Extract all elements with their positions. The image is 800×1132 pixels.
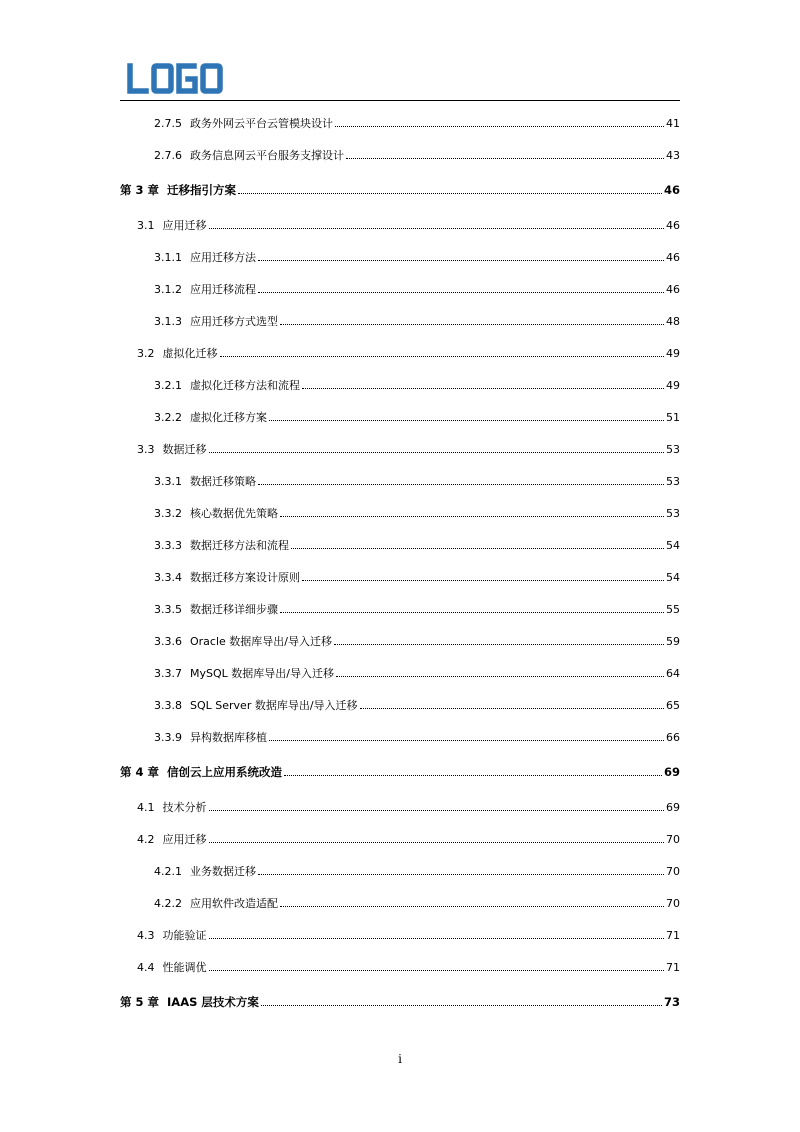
toc-entry[interactable] [120,951,680,983]
toc-entry[interactable] [120,657,680,689]
toc-entry-number: 3.3.1 [154,475,182,488]
toc-entry-number: 3.2.1 [154,379,182,392]
toc-page-number: 71 [666,928,680,942]
toc-entry[interactable] [120,369,680,401]
toc-dot-leader [209,228,665,229]
toc-entry-number: 4.2 [137,833,155,846]
toc-entry-title: 信创云上应用系统改造 [167,765,283,779]
page-number: i [398,1052,402,1066]
toc-page-number: 65 [666,698,680,712]
toc-entry[interactable] [120,721,680,753]
toc-dot-leader [269,420,664,421]
toc-entry-label [154,377,300,393]
toc-dot-leader [302,580,664,581]
toc-dot-leader [336,676,664,677]
toc-entry-label [137,959,207,975]
toc-entry[interactable] [120,465,680,497]
toc-page-number: 49 [666,378,680,392]
toc-page-number: 64 [666,666,680,680]
toc-page-number: 46 [663,183,680,197]
toc-entry-title: 应用迁移 [162,833,207,846]
toc-page-number: 69 [666,800,680,814]
toc-entry-title: Oracle 数据库导出/导入迁移 [190,635,332,648]
toc-entry-number: 第 5 章 [120,995,160,1009]
toc-chapter-entry[interactable] [120,983,680,1021]
toc-dot-leader [284,775,662,776]
toc-entry-label [137,345,218,361]
toc-dot-leader [258,484,664,485]
logo [126,62,226,96]
toc-page-number: 53 [666,442,680,456]
toc-entry-label [154,697,358,713]
toc-entry[interactable] [120,529,680,561]
toc-entry[interactable] [120,401,680,433]
toc-entry[interactable] [120,107,680,139]
toc-entry-title: 核心数据优先策略 [190,507,278,520]
toc-entry-number: 3.1.1 [154,251,182,264]
toc-chapter-entry[interactable] [120,171,680,209]
toc-dot-leader [258,292,664,293]
toc-page-number: 70 [666,896,680,910]
toc-dot-leader [291,548,664,549]
logo-graphic [126,62,226,96]
toc-entry-label [154,569,300,585]
toc-entry-title: 应用迁移流程 [190,283,256,296]
toc-entry[interactable] [120,561,680,593]
toc-page-number: 43 [666,148,680,162]
toc-dot-leader [302,388,664,389]
toc-entry[interactable] [120,593,680,625]
toc-entry-label [154,895,278,911]
toc-entry-number: 3.3 [137,443,155,456]
toc-dot-leader [280,516,664,517]
toc-entry-number: 4.2.1 [154,865,182,878]
toc-entry-number: 2.7.5 [154,117,182,130]
toc-entry-number: 3.3.8 [154,699,182,712]
toc-dot-leader [261,1005,662,1006]
toc-page-number: 70 [666,864,680,878]
toc-dot-leader [269,740,664,741]
toc-page-number: 41 [666,116,680,130]
toc-entry-number: 3.1.3 [154,315,182,328]
toc-entry-label [154,409,267,425]
toc-page-number: 54 [666,538,680,552]
toc-entry-number: 3.2 [137,347,155,360]
toc-page-number: 73 [663,995,680,1009]
toc-entry-title: 应用迁移方法 [190,251,256,264]
toc-entry-label [154,505,278,521]
toc-dot-leader [209,970,665,971]
toc-page-number: 46 [666,218,680,232]
toc-dot-leader [209,842,665,843]
toc-page-number: 46 [666,282,680,296]
toc-dot-leader [280,324,664,325]
toc-entry-number: 3.3.6 [154,635,182,648]
toc-entry-label [137,927,207,943]
toc-dot-leader [280,906,664,907]
toc-entry-number: 3.3.4 [154,571,182,584]
toc-entry[interactable] [120,689,680,721]
toc-entry-number: 3.3.9 [154,731,182,744]
toc-dot-leader [238,193,662,194]
toc-entry-number: 3.2.2 [154,411,182,424]
toc-entry-label [154,633,332,649]
toc-entry-title: 虚拟化迁移 [162,347,218,360]
toc-entry-title: 应用迁移方式选型 [190,315,278,328]
toc-entry-number: 3.3.7 [154,667,182,680]
toc-page-number: 71 [666,960,680,974]
toc-entry-label [137,441,207,457]
toc-entry-number: 第 4 章 [120,765,160,779]
toc-dot-leader [280,612,664,613]
toc-entry-number: 第 3 章 [120,183,160,197]
toc-entry-title: 性能调优 [162,961,207,974]
toc-entry-label [137,831,207,847]
toc-entry-title: 数据迁移策略 [190,475,256,488]
toc-dot-leader [334,644,664,645]
toc-entry-title: 政务信息网云平台服务支撑设计 [190,149,344,162]
toc-entry-number: 4.1 [137,801,155,814]
toc-entry[interactable] [120,305,680,337]
toc-entry-title: 功能验证 [162,929,207,942]
toc-entry-title: IAAS 层技术方案 [167,995,259,1009]
toc-page-number: 66 [666,730,680,744]
toc-page-number: 55 [666,602,680,616]
toc-entry[interactable] [120,791,680,823]
toc-entry-title: 技术分析 [162,801,207,814]
toc-dot-leader [258,260,664,261]
toc-entry-title: 数据迁移详细步骤 [190,603,278,616]
table-of-contents [120,107,680,1021]
toc-entry-label [154,537,289,553]
toc-chapter-entry[interactable] [120,753,680,791]
toc-dot-leader [220,356,665,357]
toc-entry-number: 3.3.5 [154,603,182,616]
toc-entry-title: 数据迁移方法和流程 [190,539,289,552]
toc-entry-label [137,217,207,233]
toc-entry[interactable] [120,433,680,465]
toc-entry-label [154,601,278,617]
toc-page-number: 46 [666,250,680,264]
toc-entry-label [120,182,236,198]
toc-entry-title: MySQL 数据库导出/导入迁移 [190,667,334,680]
toc-page-number: 59 [666,634,680,648]
toc-entry-title: 业务数据迁移 [190,865,256,878]
toc-entry[interactable] [120,337,680,369]
toc-entry[interactable] [120,887,680,919]
toc-entry-label [154,665,334,681]
toc-entry-label [120,764,282,780]
toc-entry-title: 虚拟化迁移方案 [190,411,267,424]
toc-entry-number: 3.1 [137,219,155,232]
toc-entry-label [120,994,259,1010]
toc-page-number: 48 [666,314,680,328]
toc-entry-number: 4.4 [137,961,155,974]
toc-entry-label [154,313,278,329]
toc-entry-number: 2.7.6 [154,149,182,162]
header-divider [120,100,680,101]
toc-entry[interactable] [120,855,680,887]
toc-dot-leader [209,938,665,939]
toc-page-number: 49 [666,346,680,360]
toc-entry-title: 数据迁移方案设计原则 [190,571,300,584]
toc-entry-number: 3.3.3 [154,539,182,552]
toc-entry-label [137,799,207,815]
toc-entry[interactable] [120,209,680,241]
toc-entry-number: 4.2.2 [154,897,182,910]
toc-dot-leader [258,874,664,875]
toc-entry[interactable] [120,625,680,657]
toc-entry[interactable] [120,241,680,273]
toc-entry-title: 异构数据库移植 [190,731,267,744]
toc-page-number: 51 [666,410,680,424]
toc-page-number: 69 [663,765,680,779]
toc-entry-number: 4.3 [137,929,155,942]
toc-page-number: 70 [666,832,680,846]
toc-entry[interactable] [120,919,680,951]
toc-dot-leader [360,708,664,709]
toc-page-number: 53 [666,474,680,488]
toc-entry-title: 数据迁移 [162,443,207,456]
toc-entry-number: 3.1.2 [154,283,182,296]
toc-entry-label [154,863,256,879]
toc-entry-title: SQL Server 数据库导出/导入迁移 [190,699,358,712]
toc-entry[interactable] [120,823,680,855]
toc-page-number: 54 [666,570,680,584]
toc-entry-number: 3.3.2 [154,507,182,520]
toc-entry[interactable] [120,273,680,305]
toc-entry-label [154,115,333,131]
toc-dot-leader [209,452,665,453]
toc-entry-label [154,249,256,265]
toc-dot-leader [209,810,665,811]
toc-entry-title: 政务外网云平台云管模块设计 [190,117,333,130]
toc-entry[interactable] [120,497,680,529]
toc-dot-leader [346,158,664,159]
toc-entry-title: 迁移指引方案 [167,183,237,197]
toc-entry-title: 虚拟化迁移方法和流程 [190,379,300,392]
toc-entry[interactable] [120,139,680,171]
toc-entry-label [154,729,267,745]
toc-entry-label [154,147,344,163]
toc-entry-label [154,281,256,297]
toc-dot-leader [335,126,664,127]
toc-entry-label [154,473,256,489]
toc-entry-title: 应用软件改造适配 [190,897,278,910]
toc-entry-title: 应用迁移 [162,219,207,232]
toc-page-number: 53 [666,506,680,520]
